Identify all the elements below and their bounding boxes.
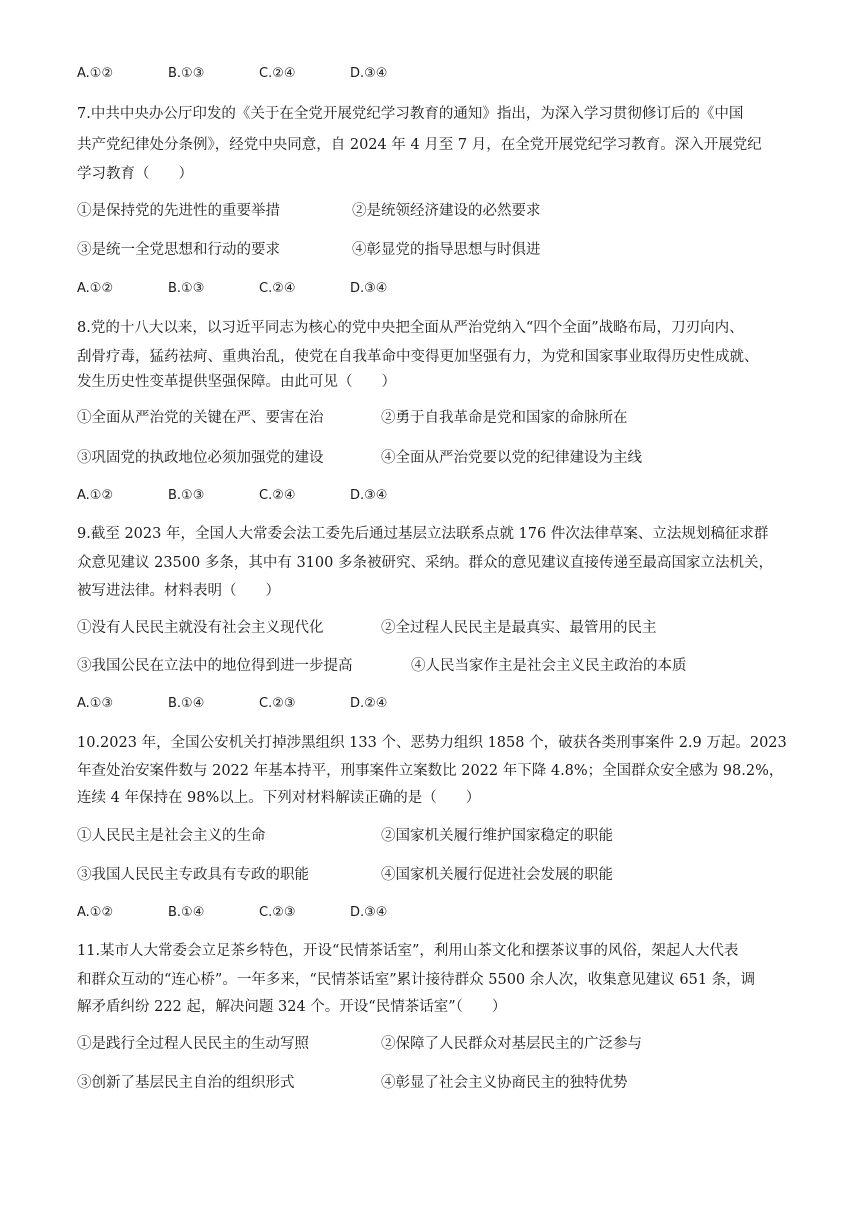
question-stem-line: 8.党的十八大以来，以习近平同志为核心的党中央把全面从严治党纳入“四个全面”战略布局，刀刃向内、 — [77, 320, 744, 336]
option-4: ④人民当家作主是社会主义民主政治的本质 — [411, 658, 687, 674]
option-2: ②是统领经济建设的必然要求 — [352, 203, 541, 219]
option-3: ③巩固党的执政地位必须加强党的建设 — [77, 450, 324, 466]
question-stem-line: 年查处治安案件数与 2022 年基本持平，刑事案件立案数比 2022 年下降 4.8%；全国群众安全感为 98.2%， — [77, 763, 784, 779]
option-4: ④全面从严治党要以党的纪律建设为主线 — [381, 450, 642, 466]
option-2: ②保障了人民群众对基层民主的广泛参与 — [381, 1036, 642, 1052]
answer-a: A.①② — [77, 905, 114, 920]
question-stem-line: 被写进法律。材料表明（ ） — [77, 583, 280, 599]
option-4: ④彰显党的指导思想与时俱进 — [352, 242, 541, 258]
answer-a: A.①③ — [77, 696, 114, 711]
answer-a: A.①② — [77, 488, 114, 503]
answer-c: C.②④ — [259, 281, 296, 296]
question-stem-line: 发生历史性变革提供坚强保障。由此可见（ ） — [77, 374, 396, 390]
answer-d: D.③④ — [350, 66, 388, 81]
question-stem-line: 7.中共中央办公厅印发的《关于在全党开展党纪学习教育的通知》指出，为深入学习贯彻修订后的《中国 — [77, 106, 744, 122]
answer-d: D.③④ — [350, 905, 388, 920]
question-stem-line: 连续 4 年保持在 98%以上。下列对材料解读正确的是（ ） — [77, 790, 481, 806]
option-2: ②国家机关履行维护国家稳定的职能 — [381, 828, 613, 844]
question-stem-line: 10.2023 年，全国公安机关打掉涉黑组织 133 个、恶势力组织 1858 个，破获各类刑事案件 2.9 万起。2023 — [77, 735, 787, 751]
question-stem-line: 和群众互动的“连心桥”。一年多来，“民情茶话室”累计接待群众 5500 余人次，收集意见建议 651 条，调 — [77, 972, 756, 988]
question-stem-line: 共产党纪律处分条例》，经党中央同意，自 2024 年 4 月至 7 月，在全党开展党纪学习教育。深入开展党纪 — [77, 137, 762, 153]
option-1: ①是保持党的先进性的重要举措 — [77, 203, 280, 219]
option-3: ③是统一全党思想和行动的要求 — [77, 242, 280, 258]
answer-d: D.②④ — [350, 696, 388, 711]
answer-d: D.③④ — [350, 488, 388, 503]
answer-b: B.①④ — [168, 905, 205, 920]
answer-c: C.②④ — [259, 66, 296, 81]
answer-a: A.①② — [77, 66, 114, 81]
option-1: ①人民民主是社会主义的生命 — [77, 828, 266, 844]
answer-c: C.②③ — [259, 905, 296, 920]
answer-d: D.③④ — [350, 281, 388, 296]
question-stem-line: 刮骨疗毒，猛药祛疴、重典治乱，使党在自我革命中变得更加坚强有力，为党和国家事业取得历史性成就、 — [77, 349, 759, 365]
option-3: ③我国人民民主专政具有专政的职能 — [77, 867, 309, 883]
answer-b: B.①④ — [168, 696, 205, 711]
option-1: ①没有人民民主就没有社会主义现代化 — [77, 620, 324, 636]
answer-b: B.①③ — [168, 66, 205, 81]
question-stem-line: 众意见建议 23500 多条，其中有 3100 多条被研究、采纳。群众的意见建议直接传递至最高国家立法机关， — [77, 555, 773, 571]
option-1: ①是践行全过程人民民主的生动写照 — [77, 1036, 309, 1052]
question-stem-line: 11.某市人大常委会立足茶乡特色，开设“民情茶话室”，利用山茶文化和摆茶议事的风俗，架起人大代表 — [77, 943, 739, 959]
answer-b: B.①③ — [168, 281, 205, 296]
question-stem-line: 9.截至 2023 年，全国人大常委会法工委先后通过基层立法联系点就 176 件次法律草案、立法规划稿征求群 — [77, 526, 769, 542]
option-4: ④彰显了社会主义协商民主的独特优势 — [381, 1075, 628, 1091]
answer-c: C.②③ — [259, 696, 296, 711]
question-stem-line: 解矛盾纠纷 222 起，解决问题 324 个。开设“民情茶话室”（ ） — [77, 999, 507, 1015]
answer-a: A.①② — [77, 281, 114, 296]
question-stem-line: 学习教育（ ） — [77, 166, 193, 182]
option-2: ②全过程人民民主是最真实、最管用的民主 — [381, 620, 657, 636]
option-2: ②勇于自我革命是党和国家的命脉所在 — [381, 410, 628, 426]
option-3: ③创新了基层民主自治的组织形式 — [77, 1075, 295, 1091]
answer-b: B.①③ — [168, 488, 205, 503]
option-1: ①全面从严治党的关键在严、要害在治 — [77, 410, 324, 426]
option-3: ③我国公民在立法中的地位得到进一步提高 — [77, 658, 353, 674]
answer-c: C.②④ — [259, 488, 296, 503]
option-4: ④国家机关履行促进社会发展的职能 — [381, 867, 613, 883]
